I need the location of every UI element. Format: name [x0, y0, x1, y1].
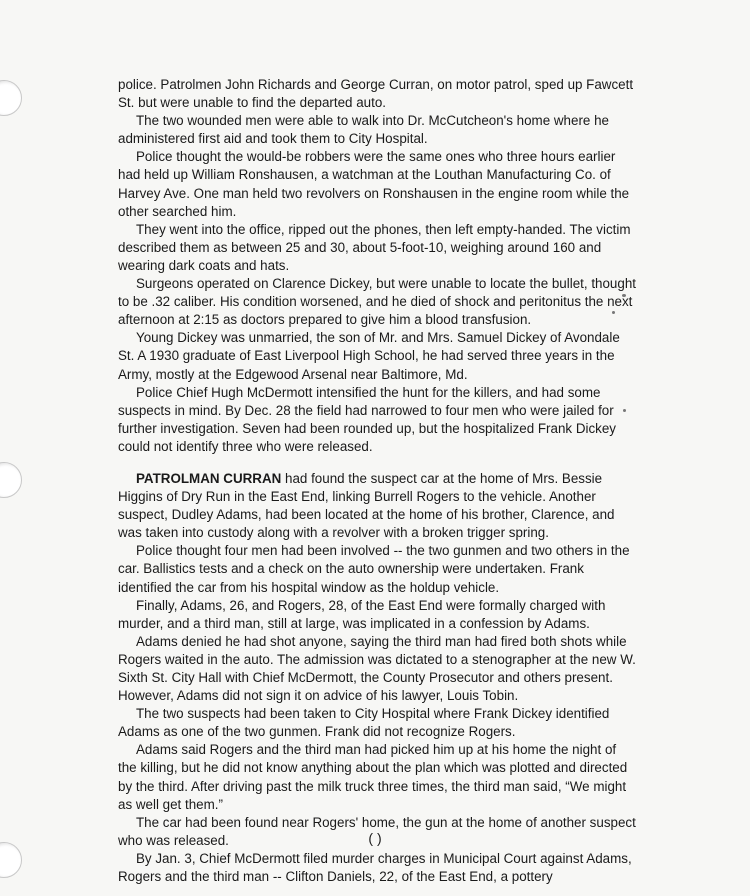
section-lead: PATROLMAN CURRAN — [136, 470, 282, 486]
paragraph: Police thought four men had been involved -- the two gunmen and two others in the car. Ballistics tests and a check on the auto ownership were undertaken. Frank identified the car from his hospital window as the holdup vehicle. — [118, 543, 630, 595]
paragraph: Finally, Adams, 26, and Rogers, 28, of the East End were formally charged with murder, and a third man, still at large, was implicated in a confession by Adams. — [118, 597, 606, 631]
paragraph: Adams denied he had shot anyone, saying the third man had fired both shots while Rogers waited in the auto. The admission was dictated to a stenographer at the new W. Sixth St. City Hall with Chief McDermott, the County Prosecutor and others present. However, Adams did not sign it on advice of his lawyer, Louis Tobin. — [118, 633, 636, 704]
document-body — [118, 76, 638, 886]
paragraph: Police thought the would-be robbers were the same ones who three hours earlier had held up William Ronshausen, a watchman at the Louthan Manufacturing Co. of Harvey Ave. One man held two revolvers on Ronshausen in the engine room while the other searched him. — [118, 149, 630, 219]
paragraph: Police Chief Hugh McDermott intensified the hunt for the killers, and had some suspects in mind. By Dec. 28 the field had narrowed to four men who were jailed for further investigation. Seven had been rounded up, but the hospitalized Frank Dickey could not identify three who were released. — [118, 384, 616, 454]
paragraph: Adams said Rogers and the third man had picked him up at his home the night of the killing, but he did not know anything about the plan which was plotted and directed by the third. After driving past the milk truck three times, the third man said, “We might as well get them.” — [118, 742, 628, 812]
paragraph: The car had been found near Rogers' home, the gun at the home of another suspect who was released. — [118, 814, 636, 848]
binder-hole-top — [0, 80, 22, 116]
paragraph: The two wounded men were able to walk into Dr. McCutcheon's home where he administered first aid and took them to City Hospital. — [118, 113, 609, 147]
section-lead-text: had found the suspect car at the home of Mrs. Bessie Higgins of Dry Run in the East End, linking Burrell Rogers to the vehicle. Another suspect, Dudley Adams, had been located at the home of his brother, Clarence, and was taken into custody along with a revolver with a broken trigger spring. — [118, 470, 615, 541]
section-lead-paragraph — [118, 470, 638, 542]
binder-hole-bottom — [0, 842, 22, 878]
paragraph: police. Patrolmen John Richards and George Curran, on motor patrol, sped up Fawcett St. but were unable to find the departed auto. — [118, 77, 634, 111]
paragraph: They went into the office, ripped out the phones, then left empty-handed. The victim described them as between 25 and 30, about 5-foot-10, weighing around 160 and wearing dark coats and hats. — [118, 221, 631, 273]
paragraph: By Jan. 3, Chief McDermott filed murder charges in Municipal Court against Adams, Rogers and the third man -- Clifton Daniels, 22, of the East End, a pottery — [118, 850, 632, 885]
paragraph: Surgeons operated on Clarence Dickey, but were unable to locate the bullet, thought to be .32 caliber. His condition worsened, and he died of shock and peritonitus the next afternoon at 2:15 as doctors prepared to give him a blood transfusion. — [118, 276, 636, 328]
paragraph: The two suspects had been taken to City Hospital where Frank Dickey identified Adams as one of the two gunmen. Frank did not recognize Rogers. — [118, 706, 610, 740]
binder-hole-middle — [0, 462, 22, 498]
paragraph: Young Dickey was unmarried, the son of Mr. and Mrs. Samuel Dickey of Avondale St. A 1930 graduate of East Liverpool High School, he had served three years in the Army, mostly at the Edgewood Arsenal near Baltimore, Md. — [118, 330, 620, 382]
page-number: ( ) — [368, 830, 382, 846]
